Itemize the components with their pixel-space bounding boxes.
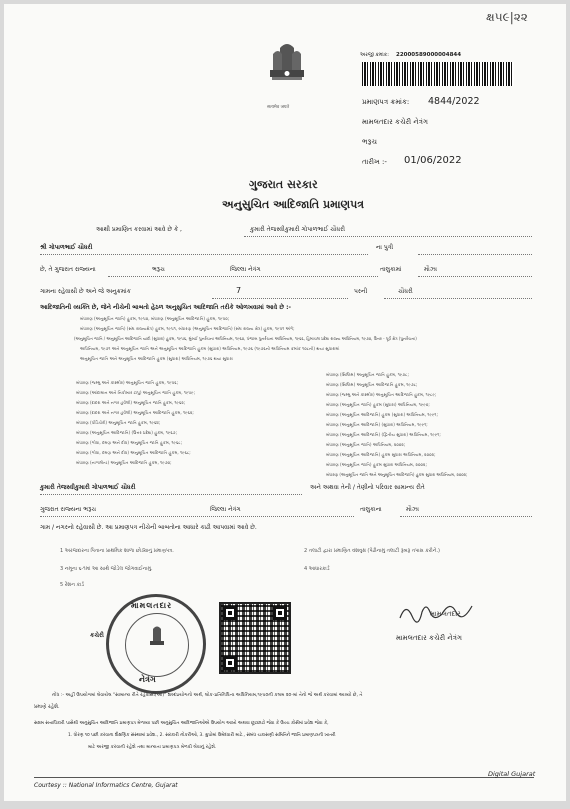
office-name: મામલતદાર કચેરી નેત્રંગ: [362, 118, 429, 126]
order-left-5: બંધારણ (પોંડિચેરી) અનુસૂચિત જાતિ હુકમ, ૧૯૬૪;: [76, 420, 161, 425]
order-right-5: બંધારણ (અનુસૂચિત આદિજાતિ) હુકમ (સુધારા) અધિનિયમ, ૧૯૯૧;: [326, 412, 438, 417]
footer-divider: [34, 777, 534, 778]
taluka-label: તાલુકામાં: [380, 266, 402, 273]
order-right-1: બંધારણ (સિક્કિમ) અનુસૂચિત જાતિ હુકમ, ૧૯૭૮;: [326, 372, 409, 377]
father-name: શ્રી ગોપાળભાઈ ચૌધરી: [40, 244, 93, 251]
seal-ring-text: મામલતદાર: [131, 601, 173, 610]
seal-left-text: કચેરી: [90, 632, 104, 639]
document-item-1: 1 અરજદારના પિતાના પ્રાથમિક શાળા છોડ્યાનું પ્રમાણપત્ર.: [60, 548, 174, 554]
document-item-3: 3 નમૂના ૬-૧માં આ સાથે જોડેલ જોગવાઈનામું.: [60, 566, 153, 572]
emblem-caption: सत्यमेव जयते: [267, 105, 290, 110]
barcode: [362, 62, 514, 86]
date-value: 01/06/2022: [404, 155, 462, 166]
law-line-3: (અનુસૂચિત જાતિ / અનુસૂચિત આદિજાતિ યાદી (સુધારા) હુકમ, ૧૯૫૬, મુંબઈ પુનર્રચના અધિનિયમ, ૧૯૬૦, પંજાબ પુનર્રચના અધિનિયમ, ૧૯૬૬, હિમાચલ પ્રદેશ રાજ્ય અધિનિયમ, ૧૯૭૦, ઉત્તર - પૂર્વ ક્ષેત્ર (પુનર્રચના): [74, 336, 417, 341]
village-2: મૌઝા: [406, 506, 419, 513]
certify-label: આથી પ્રમાણિત કરવામાં આવે છે કે ,: [96, 226, 182, 233]
state-label: છે, તે ગુજરાત રાજ્યના: [40, 266, 96, 273]
caste-name: ચૌધરી: [398, 288, 413, 295]
taluka-2-label: તાલુકાના: [360, 506, 382, 513]
order-right-11: બંધારણ (અનુસૂચિત જાતિ અને અનુસૂચિત આદિજાતિ) હુકમ સુધારા અધિનિયમ, ૨૦૦૨;: [326, 472, 468, 477]
law-line-4: અધિનિયમ, ૧૯૭૧ અને અનુસૂચિત જાતિ અને અનુસૂચિત આદિજાતિ હુકમ (સુધારા) અધિનિયમ, ૧૯૭૬ (૧૯૭૬નો અધિનિયમ ક્રમાંક ૧૦૮ની) થયા સુધારામાં: [80, 346, 340, 351]
tribe-statement: આદિજાતિની વ્યક્તિ છે, જેને નીચેની બાબતો હેઠળ અનુસુચિત આદિજાતિ તરીકે ઓળખવામાં આવે છે :-: [40, 304, 291, 311]
signature-text: મામલતદાર: [430, 610, 461, 618]
note-line-1: નોંધ :- અહીં ઉપયોગમાં લેવાયેલ "સામાન્ય રીતે રહેવાસી(ઓ)" શબ્દપ્રયોગનો અર્થ, લોક-પ્રતિનિધિત્વ અધિનિયમ,૧૯૫૦ની કલમ ૨૦-માં તેનો જે અર્થ કરવામાં આવ્યો છે, તે: [52, 693, 363, 698]
note-line-3: સક્ષમ સત્તાધિકારી પાસેથી અનુસુચિત આદિજાતિ પ્રમાણપત્ર મેળવ્યા પછી અનુસુચિત આદિજાતિઓએ ઉપયોગ આખો અથવા છૂટછાટો જેવા કે ઉચ્ચ કોર્સમાં પ્રવેશ જેવા કે,: [34, 721, 329, 726]
entry-label: ગામના રહેવાસી છે અને જે અનુક્રમાંક: [40, 288, 131, 295]
order-left-4: બંધારણ (દાદરા અને નગર હવેલી) અનુસૂચિત આદિજાતિ હુકમ, ૧૯૬૨;: [76, 410, 194, 415]
emblem-icon: [262, 40, 312, 102]
district-label: જિલ્લા નેત્રંગ: [230, 266, 261, 273]
order-left-3: બંધારણ (દાદરા અને નગર હવેલી) અનુસૂચિત જાતિ હુકમ, ૧૯૬૨;: [76, 400, 186, 405]
seal-inner-text: નેત્રંગ: [139, 675, 156, 684]
order-left-8: બંધારણ (ગોવા, દમણ અને દીવ) અનુસૂચિત આદિજાતિ હુકમ, ૧૯૬૮;: [76, 450, 191, 455]
date-label: તારીખ :-: [362, 158, 387, 166]
order-right-4: બંધારણ (અનુસૂચિત જાતિ) હુકમ (સુધારા) અધિનિયમ, ૧૯૯૦;: [326, 402, 430, 407]
note-line-5: માટે અરજી કરવાની રહેશે તથા માન્યતા પ્રમાણપત્ર મેળવી લેવાનું રહેશે.: [88, 745, 217, 750]
state-2: ગુજરાત રાજ્યના ભરૂચ: [40, 506, 97, 513]
document-item-5: 5 રેશન કાર્ડ: [60, 582, 85, 588]
district-name: ભરૂચ: [152, 266, 165, 273]
qr-code: [219, 602, 291, 674]
na-putri-label: ના પુત્રી: [376, 244, 394, 251]
village-name: મૌઝા: [424, 266, 437, 273]
order-left-7: બંધારણ (ગોવા, દમણ અને દીવ) અનુસૂચિત જાતિ હુકમ, ૧૯૬૮;: [76, 440, 183, 445]
certificate-title: અનુસુચિત આદિજાતિ પ્રમાણપત્ર: [222, 198, 365, 211]
certificate-page: [4, 4, 566, 801]
serial-value: 22000589000004844: [396, 52, 462, 58]
order-right-6: બંધારણ (અનુસૂચિત આદિજાતિ) (સુધારા) અધિનિયમ, ૧૯૯૧;: [326, 422, 428, 427]
law-line-1: બંધારણ (અનુસૂચિત જાતિ) હુકમ, ૧૯૫૦, બંધારણ (અનુસૂચિત આદિજાતિ) હુકમ, ૧૯૫૦;: [80, 316, 230, 321]
order-left-9: બંધારણ (નાગાલેન્ડ) અનુસૂચિત આદિજાતિ હુકમ, ૧૯૭૦;: [76, 460, 172, 465]
caste-label: પરની: [354, 288, 368, 295]
office-district: ભરૂચ: [362, 138, 377, 146]
district-2: જિલ્લા નેત્રંગ: [210, 506, 241, 513]
footer-digital-gujarat: Digital Gujarat: [488, 770, 536, 778]
residence-line: ગામ / નગરનો રહેવાસી છે. આ પ્રમાણપત્ર નીચેની બાબતોના આધારે કાઢી આપવામાં આવે છે.: [40, 524, 257, 531]
order-left-1: બંધારણ (જમ્મુ અને કાશ્મીર) અનુસૂચિત જાતિ હુકમ, ૧૯૫૬;: [76, 380, 179, 385]
handwritten-number: ક્ષ૫૯|૨૨: [486, 10, 528, 24]
law-line-2: બંધારણ (અનુસૂચિત જાતિ) (સંઘ રાજ્યક્ષેત્ર) હુકમ, ૧૯૫૧, બંધારણ (અનુસૂચિત આદિજાતિ) (સંઘ રાજ્ય ક્ષેત્ર) હુકમ, ૧૯૫૧ અંગે;: [80, 326, 295, 331]
seal-emblem-icon: [147, 625, 167, 651]
note-line-2: પ્રમાણે રહેશે.: [34, 704, 60, 710]
document-item-4: 4 આધારકાર્ડ: [304, 566, 330, 572]
order-left-6: બંધારણ (અનુસૂચિત આદિજાતિ) (ઉત્તર પ્રદેશ) હુકમ, ૧૯૬૭;: [76, 430, 177, 435]
entry-number: 7: [236, 286, 242, 295]
order-right-2: બંધારણ (સિક્કિમ) અનુસૂચિત આદિજાતિ હુકમ, ૧૯૭૮;: [326, 382, 418, 387]
order-right-10: બંધારણ (અનુસૂચિત જાતિ) હુકમ સુધારા અધિનિયમ, ૨૦૦૨;: [326, 462, 427, 467]
footer-courtesy: Courtesy :: National Informatics Centre, Gujarat: [34, 782, 178, 789]
applicant-name: કુમારી તેજસ્વીકુમારી ગોપાળભાઈ ચૌધરી: [250, 226, 345, 233]
applicant-name-2: કુમારી તેજસ્વીકુમારી ગોપાળભાઈ ચૌધરી: [40, 484, 136, 491]
signatory-title: મામલતદાર કચેરી નેત્રંગ: [396, 634, 463, 642]
cert-number-value: 4844/2022: [428, 96, 480, 107]
office-seal: [106, 594, 206, 694]
document-item-2: 2 તલાટી દ્વારા પ્રમાણિત વંશવૃક્ષ (પેઢીનામું તલાટી રૂબરૂ તપાસ કરીને.): [304, 548, 440, 554]
order-right-9: બંધારણ (અનુસૂચિત આદિજાતિ) હુકમ સુધારા અધિનિયમ, ૨૦૦૨;: [326, 452, 436, 457]
order-right-8: બંધારણ (અનુસૂચિત જાતિ) અધિનિયમ, ૨૦૦૨;: [326, 442, 406, 447]
cert-number-label: પ્રમાણપત્ર ક્રમાંક:: [362, 98, 410, 106]
note-line-4: 1. ધોરણ ૧૦ પછી કરવાના શૈક્ષણિક સંસ્થામાં પ્રવેશ., 2. સરકારી નોકરીઓ, 3. ગ્રુપોમાં ઉમેદવારી માટે., સંબંધ ચકાસણી સમિતિને જાતિ પ્રમાણપત્રની ખાતરી: [68, 733, 336, 738]
government-title: ગુજરાત સરકાર: [249, 178, 318, 191]
order-right-3: બંધારણ (જમ્મુ અને કાશ્મીર) અનુસૂચિત આદિજાતિ હુકમ, ૧૯૮૯;: [326, 392, 437, 397]
order-right-7: બંધારણ (અનુસૂચિત આદિજાતિ) (દ્વિતીય સુધારા) અધિનિયમ, ૧૯૯૧;: [326, 432, 441, 437]
order-left-2: બંધારણ (આંદામાન અને નિકોબાર ટાપુ) અનુસૂચિત જાતિ હુકમ, ૧૯૫૯;: [76, 390, 196, 395]
law-line-5: અનુસૂચિત જાતિ અને અનુસૂચિત આદિજાતિ હુકમ (સુધારા) અધિનિયમ, ૧૯૭૬ થયા સુધારા: [80, 356, 233, 361]
family-line: અને અથવા તેની / તેણીનો પરિવાર સામાન્ય રીતે: [310, 484, 425, 491]
serial-label: અરજી ક્રમાંક:: [360, 52, 389, 58]
